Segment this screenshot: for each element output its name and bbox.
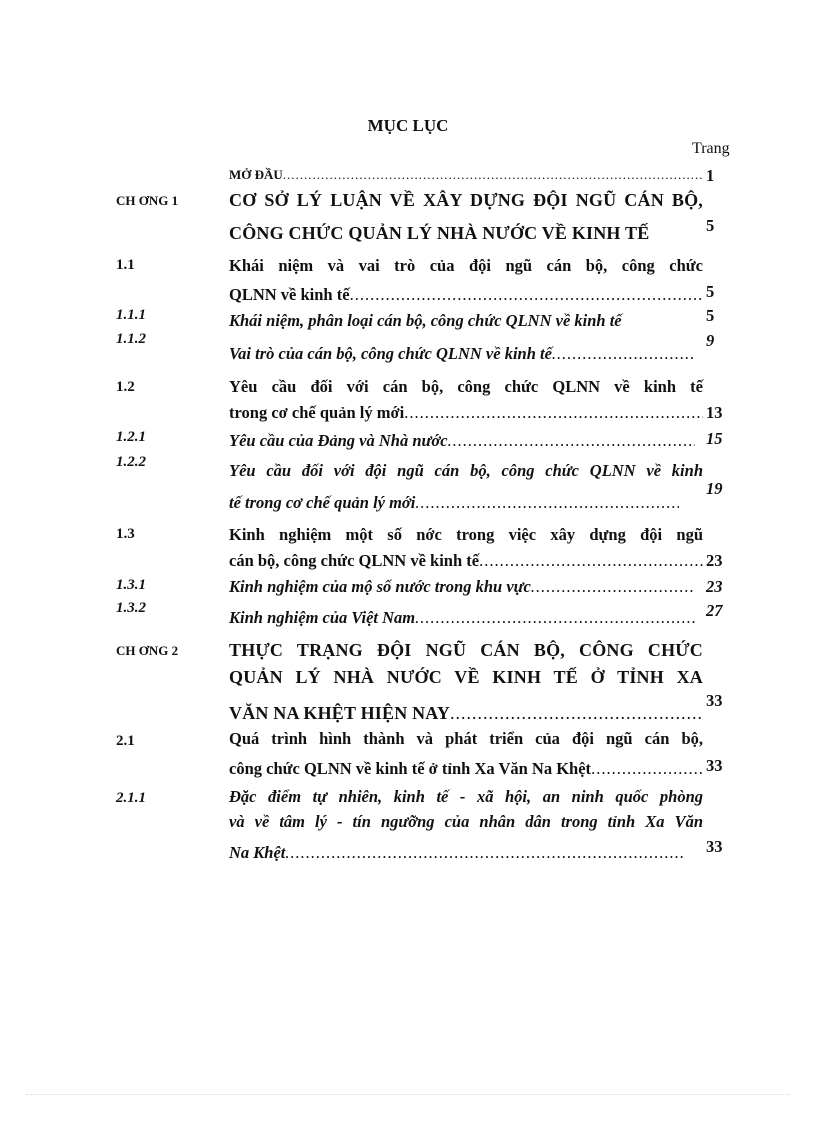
page-bottom-divider xyxy=(26,1094,790,1095)
toc-subsection-number: 1.3.2 xyxy=(116,600,146,616)
toc-entry-text: cán bộ, công chức QLNN về kinh tế xyxy=(229,551,480,570)
toc-entry-text: Kinh nghiệm của Việt Nam xyxy=(229,608,416,627)
toc-entry-text: VĂN NA KHỆT HIỆN NAY xyxy=(229,703,451,723)
toc-page-number: 15 xyxy=(706,429,723,448)
toc-chapter-number: CH ƠNG 2 xyxy=(116,643,179,658)
toc-page-number: 33 xyxy=(706,691,723,710)
toc-entry-text: Đặc điểm tự nhiên, kinh tế - xã hội, an ninh quốc phòng xyxy=(229,787,703,806)
toc-page-number: 33 xyxy=(706,837,723,856)
toc-entry-text: Na Khệt xyxy=(229,843,286,862)
toc-entry-text: công chức QLNN về kinh tế ở tỉnh Xa Văn Na Khệt xyxy=(229,759,592,778)
toc-page-number: 5 xyxy=(706,306,715,325)
toc-subsection-number: 1.2.2 xyxy=(116,454,146,470)
toc-entry-text: THỰC TRẠNG ĐỘI NGŨ CÁN BỘ, CÔNG CHỨC xyxy=(229,640,703,660)
toc-entry-text: trong cơ chế quản lý mới xyxy=(229,403,405,422)
toc-entry-line xyxy=(229,703,703,724)
toc-entry-text: Quá trình hình thành và phát triển của đội ngũ cán bộ, xyxy=(229,729,703,748)
toc-subsection-number: 2.1.1 xyxy=(116,790,146,806)
toc-subsection-number: 1.1.2 xyxy=(116,331,146,347)
toc-page-number: 5 xyxy=(706,282,715,301)
toc-page-number: 1 xyxy=(706,166,715,185)
toc-entry-line xyxy=(229,608,695,628)
page-column-label: Trang xyxy=(692,140,730,157)
toc-entry-text: Yêu cầu của Đảng và Nhà nước xyxy=(229,431,448,450)
toc-section-number: 1.2 xyxy=(116,379,135,395)
toc-section-number: 1.1 xyxy=(116,257,135,273)
toc-entry-line xyxy=(229,403,703,423)
toc-entry-text: Kinh nghiệm một số nớc trong việc xây dựng đội ngũ xyxy=(229,525,703,544)
toc-entry-text: Khái niệm và vai trò của đội ngũ cán bộ, công chức xyxy=(229,256,703,275)
toc-section-number: 1.3 xyxy=(116,526,135,542)
toc-page-number: 27 xyxy=(706,601,723,620)
toc-entry-text: Yêu cầu đối với cán bộ, công chức QLNN về kinh tế xyxy=(229,377,703,396)
toc-subsection-number: 1.1.1 xyxy=(116,307,146,323)
toc-page-number: 5 xyxy=(706,216,715,235)
toc-entry-line xyxy=(229,285,703,305)
toc-entry-text: Yêu cầu đối với đội ngũ cán bộ, công chức QLNN về kinh xyxy=(229,461,703,480)
toc-entry-text: MỞ ĐẦU xyxy=(229,167,283,182)
toc-entry-line xyxy=(229,759,703,779)
toc-entry-line xyxy=(229,551,703,571)
toc-page-number: 33 xyxy=(706,756,723,775)
toc-page-number: 23 xyxy=(706,577,723,596)
toc-entry-text: CƠ SỞ LÝ LUẬN VỀ XÂY DỰNG ĐỘI NGŨ CÁN BỘ, xyxy=(229,190,703,210)
toc-entry-text: QUẢN LÝ NHÀ NƯỚC VỀ KINH TẾ Ở TỈNH XA xyxy=(229,667,703,687)
toc-page-number: 13 xyxy=(706,403,723,422)
toc-entry-text: Khái niệm, phân loại cán bộ, công chức QLNN về kinh tế xyxy=(229,311,622,330)
toc-subsection-number: 1.2.1 xyxy=(116,429,146,445)
toc-page-number: 19 xyxy=(706,479,723,498)
toc-entry-text: QLNN về kinh tế xyxy=(229,285,350,304)
toc-entry-text: Kinh nghiệm của mộ số nước trong khu vực xyxy=(229,577,531,596)
toc-page-number: 9 xyxy=(706,331,715,350)
toc-entry-text: tế trong cơ chế quản lý mới xyxy=(229,493,416,512)
toc-entry-line xyxy=(229,344,695,364)
toc-section-number: 2.1 xyxy=(116,733,135,749)
toc-entry-text: Vai trò của cán bộ, công chức QLNN về kinh tế xyxy=(229,344,552,363)
toc-entry-text: và về tâm lý - tín ngưỡng của nhân dân trong tỉnh Xa Văn xyxy=(229,812,703,831)
toc-entry-line xyxy=(229,577,695,597)
toc-entry-line xyxy=(229,493,679,513)
toc-entry-line xyxy=(229,843,685,863)
toc-entry-line xyxy=(229,431,695,451)
page-title: MỤC LỤC xyxy=(367,116,449,135)
toc-entry-text: CÔNG CHỨC QUẢN LÝ NHÀ NƯỚC VỀ KINH TẾ xyxy=(229,223,650,243)
toc-subsection-number: 1.3.1 xyxy=(116,577,146,593)
toc-entry-intro xyxy=(229,167,703,183)
toc-chapter-number: CH ƠNG 1 xyxy=(116,193,179,208)
toc-page-number: 23 xyxy=(706,551,723,570)
